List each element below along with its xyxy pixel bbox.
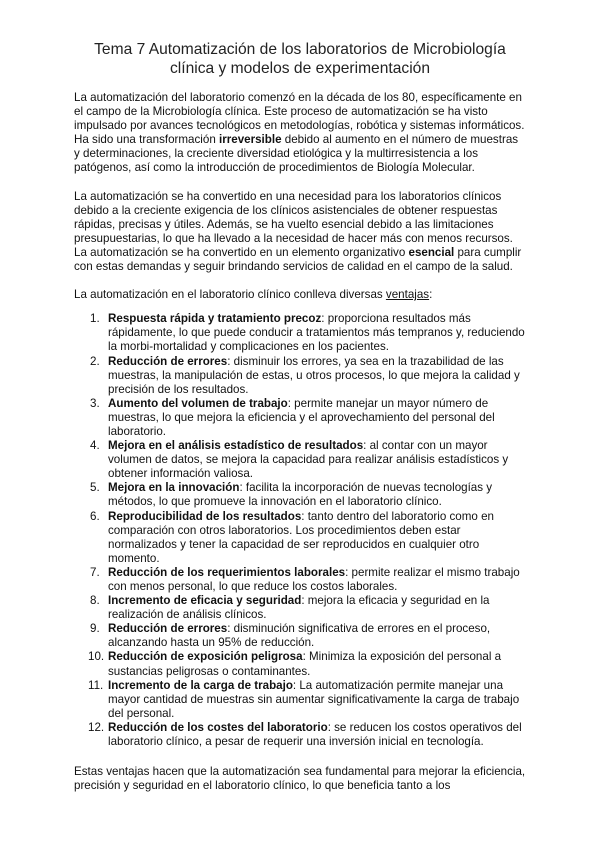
item-text: : disminuir los errores, ya sea en la trazabilidad de las muestras, la manipulación de estas, u otros procesos, lo que mejora la calidad y precisión de los resultados.: [108, 354, 520, 396]
list-item: [74, 721, 526, 749]
item-heading: Respuesta rápida y tratamiento precoz: [108, 312, 322, 326]
item-text: : proporciona resultados más rápidamente, lo que puede conducir a tratamientos más tempranos y, reduciendo la morbi-mortalidad y complicaciones en los pacientes.: [108, 312, 525, 354]
document-title: Tema 7 Automatización de los laboratorios de Microbiología clínica y modelos de experimentación: [94, 41, 506, 77]
list-item: [74, 481, 526, 509]
list-item: [74, 439, 526, 481]
item-heading: Reducción de errores: [108, 622, 228, 636]
item-text: : disminución significativa de errores en el proceso, alcanzando hasta un 95% de reducción.: [108, 622, 491, 650]
item-number: 9.: [90, 622, 100, 636]
item-text: : facilita la incorporación de nuevas tecnologías y métodos, lo que promueve la innovación en el laboratorio clínico.: [108, 481, 493, 509]
list-intro: [74, 288, 526, 302]
item-number: 4.: [90, 439, 100, 453]
item-heading: Reducción de errores: [108, 354, 228, 368]
item-heading: Aumento del volumen de trabajo: [108, 396, 288, 410]
list-intro-suffix: :: [429, 288, 433, 302]
item-number: 1.: [90, 312, 100, 326]
item-text: : permite realizar el mismo trabajo con menos personal, lo que reduce los costos laborales.: [108, 565, 520, 593]
list-item: [74, 510, 526, 566]
item-heading: Mejora en la innovación: [108, 481, 240, 495]
item-number: 5.: [90, 481, 100, 495]
item-text: : La automatización permite manejar una mayor cantidad de muestras sin aumentar significativamente la carga de trabajo del personal.: [108, 678, 520, 720]
item-text: : se reducen los costos operativos del laboratorio clínico, a pesar de requerir una inversión inicial en tecnología.: [108, 720, 522, 749]
list-item: [74, 650, 526, 678]
underlined-term: ventajas: [385, 288, 430, 302]
item-heading: Reducción de los requerimientos laborales: [108, 565, 346, 579]
item-heading: Incremento de eficacia y seguridad: [108, 594, 302, 608]
list-item: [74, 594, 526, 622]
item-number: 10.: [88, 650, 105, 664]
advantages-list: [74, 312, 526, 749]
bold-term: esencial: [408, 245, 455, 259]
item-number: 3.: [90, 396, 100, 410]
item-text: : Minimiza la exposición del personal a sustancias peligrosas o contaminantes.: [108, 650, 502, 678]
paragraph-intro: [74, 91, 526, 176]
paragraph-text: para cumplir con estas demandas y seguir brindando servicios de calidad en el campo de la salud.: [74, 245, 522, 274]
item-heading: Reproducibilidad de los resultados: [108, 509, 302, 523]
item-heading: Reducción de exposición peligrosa: [108, 650, 303, 664]
list-item: [74, 397, 526, 439]
list-item: [74, 679, 526, 721]
item-text: : al contar con un mayor volumen de datos, se mejora la capacidad para realizar análisis estadísticos y obtener información valiosa.: [108, 439, 509, 481]
paragraph-text: La automatización se ha convertido en una necesidad para los laboratorios clínicos debido a la creciente exigencia de los clínicos asistenciales de obtener respuestas rápidas, precisas y útiles. Además, se ha vuelto esencial debido a las limitaciones presupuestarias, lo que ha llevado a la necesidad de hacer más con menos recursos. La automatización se ha convertido en un elemento organizativo: [74, 189, 513, 259]
list-item: [74, 355, 526, 397]
paragraph-text: debido al aumento en el número de muestras y determinaciones, la creciente diversidad etiológica y la multirresistencia a los patógenos, así como la introducción de procedimientos de Biología Molecular.: [74, 133, 519, 175]
paragraph-text: La automatización del laboratorio comenzó en la década de los 80, específicamente en el campo de la Microbiología clínica. Este proceso de automatización se ha visto impulsado por avances tecnológicos en metodologías, robótica y sistemas informáticos. Ha sido una transformación: [74, 91, 525, 147]
item-number: 12.: [88, 720, 105, 734]
list-item: [74, 566, 526, 594]
item-number: 6.: [90, 509, 100, 523]
closing-paragraph: Estas ventajas hacen que la automatización sea fundamental para mejorar la eficiencia, precisión y seguridad en el laboratorio clínico, lo que beneficia tanto a los: [74, 765, 526, 793]
list-item: [74, 312, 526, 354]
item-heading: Mejora en el análisis estadístico de resultados: [108, 439, 364, 453]
item-number: 2.: [90, 354, 100, 368]
item-text: : tanto dentro del laboratorio como en comparación con otros laboratorios. Los procedimientos deben estar normalizados y tener la capacidad de ser reproducidos en cualquier otro momento.: [108, 509, 494, 565]
paragraph-necessity: [74, 190, 526, 275]
item-number: 11.: [88, 678, 104, 692]
item-text: : permite manejar un mayor número de muestras, lo que mejora la eficiencia y el aprovechamiento del personal del laboratorio.: [108, 396, 495, 438]
item-number: 7.: [90, 565, 100, 579]
bold-term: irreversible: [219, 133, 282, 147]
item-heading: Incremento de la carga de trabajo: [108, 678, 293, 692]
list-intro-text: La automatización en el laboratorio clínico conlleva diversas: [74, 288, 386, 302]
list-item: [74, 622, 526, 650]
item-text: : mejora la eficacia y seguridad en la realización de análisis clínicos.: [108, 594, 490, 622]
item-number: 8.: [90, 594, 100, 608]
item-heading: Reducción de los costes del laboratorio: [108, 720, 328, 734]
